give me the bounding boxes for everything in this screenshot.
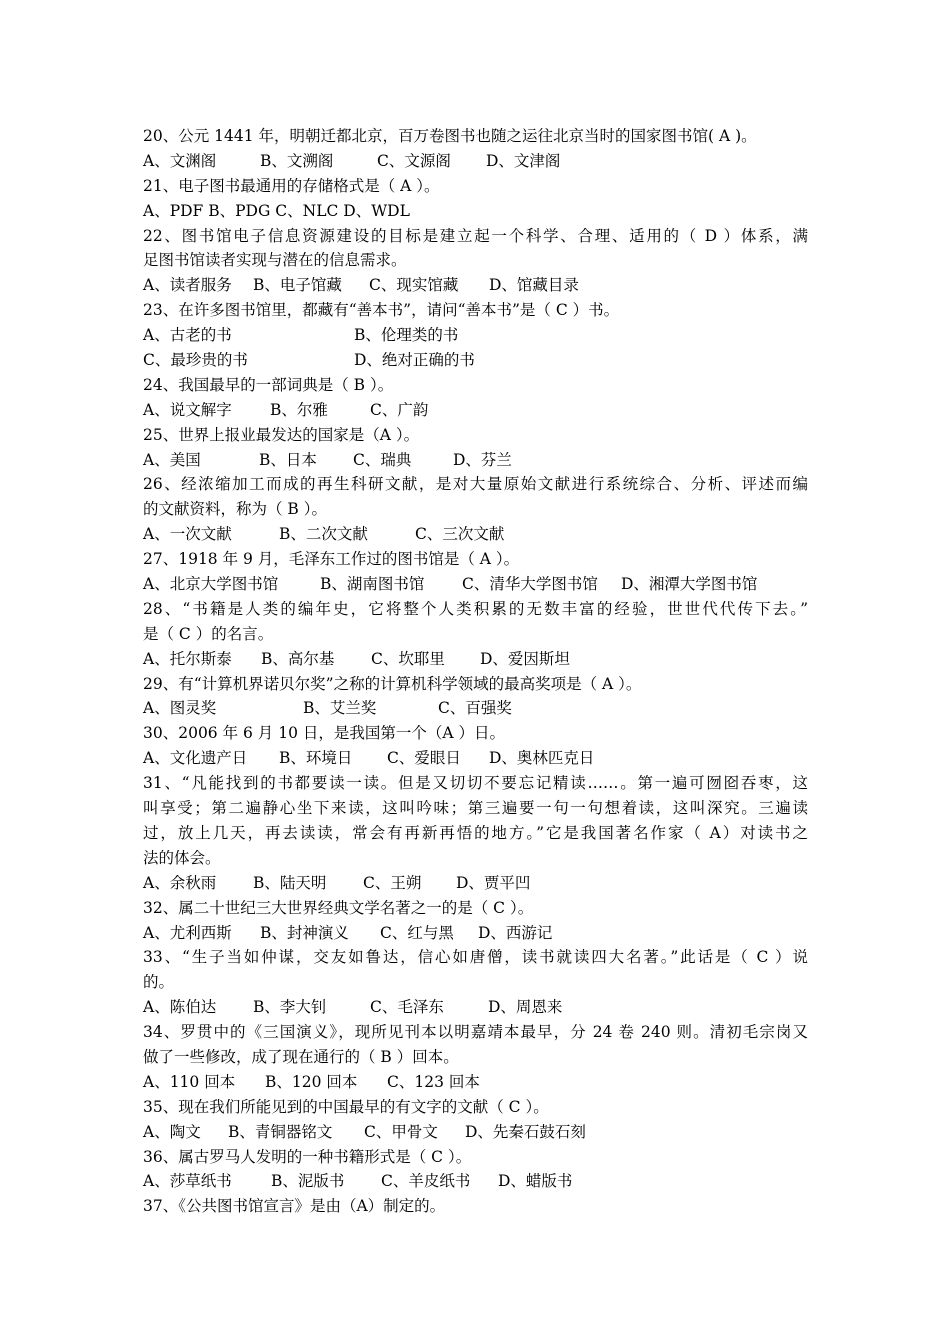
answer-options-line <box>143 348 808 373</box>
answer-options-line <box>143 696 808 721</box>
answer-option: A、110 回本 <box>143 1072 236 1091</box>
answer-options-line <box>143 647 808 672</box>
question-text-line: 24、我国最早的一部词典是（ B ）。 <box>143 375 394 394</box>
answer-options-line <box>143 921 808 946</box>
answer-option: D、奥林匹克日 <box>489 749 595 768</box>
answer-option: D、文津阁 <box>486 151 561 170</box>
answer-option: B、电子馆藏 <box>253 276 342 295</box>
answer-option: C、红与黑 <box>380 923 454 942</box>
question-text-line: 足图书馆读者实现与潜在的信息需求。 <box>143 251 407 270</box>
question-text-line: 叫享受；第二遍静心坐下来读，这叫吟味；第三遍要一句一句想着读，这叫深究。三遍读 <box>143 799 808 818</box>
answer-option: C、清华大学图书馆 <box>462 575 598 594</box>
answer-option: A、托尔斯泰 <box>143 649 232 668</box>
answer-option: A、陶文 <box>143 1122 201 1141</box>
question-text-line: 29、有“计算机界诺贝尔奖”之称的计算机科学领域的最高奖项是（ A ）。 <box>143 674 642 693</box>
question-text-line: 27、1918 年 9 月，毛泽东工作过的图书馆是（ A ）。 <box>143 550 520 569</box>
answer-options-line <box>143 522 808 547</box>
question-text-line: 的。 <box>143 973 175 992</box>
answer-options-line <box>143 995 808 1020</box>
question-text-line: 25、世界上报业最发达的国家是（A ）。 <box>143 425 420 444</box>
question-text-line: 37、《公共图书馆宣言》是由（A）制定的。 <box>143 1197 446 1216</box>
answer-options-line <box>143 149 808 174</box>
question-text-line: 23、在许多图书馆里，都藏有“善本书”，请问“善本书”是（ C ）书。 <box>143 301 620 320</box>
question-text-line: 31、“凡能找到的书都要读一读。但是又切切不要忘记精读……。第一遍可囫囵吞枣，这 <box>143 774 808 793</box>
answer-option: A、文渊阁 <box>143 151 217 170</box>
question-text-line: 做了一些修改，成了现在通行的（ B ）回本。 <box>143 1047 459 1066</box>
answer-option: A、北京大学图书馆 <box>143 575 279 594</box>
answer-options-line <box>143 1169 808 1194</box>
answer-option: C、王朔 <box>363 873 422 892</box>
answer-option: D、湘潭大学图书馆 <box>621 575 758 594</box>
answer-options-line <box>143 323 808 348</box>
answer-option: C、123 回本 <box>387 1072 480 1091</box>
answer-option: C、三次文献 <box>415 525 505 544</box>
answer-option: B、120 回本 <box>265 1072 358 1091</box>
answer-option: A、读者服务 <box>143 276 232 295</box>
answer-option: B、环境日 <box>279 749 353 768</box>
answer-option: D、周恩来 <box>488 998 563 1017</box>
answer-option: C、文源阁 <box>377 151 451 170</box>
answer-option: B、高尔基 <box>261 649 335 668</box>
question-text-line: 法的体会。 <box>143 848 221 867</box>
question-text-line: 过，放上几天，再去读读，常会有再新再悟的地方。”它是我国著名作家（ A）对读书之 <box>143 823 808 842</box>
answer-option: A、陈伯达 <box>143 998 217 1017</box>
answer-option: A、古老的书 <box>143 326 232 345</box>
answer-option: B、二次文献 <box>279 525 368 544</box>
answer-option: A、美国 <box>143 450 201 469</box>
answer-option: B、李大钊 <box>253 998 327 1017</box>
question-text-line: 20、公元 1441 年，明朝迁都北京，百万卷图书也随之运往北京当时的国家图书馆( A )。 <box>143 127 757 145</box>
question-text-line: 36、属古罗马人发明的一种书籍形式是（ C ）。 <box>143 1147 472 1166</box>
answer-option: C、百强奖 <box>438 699 512 718</box>
answer-option: B、艾兰奖 <box>303 699 377 718</box>
question-text-line: 21、电子图书最通用的存储格式是（ A ）。 <box>143 176 440 195</box>
answer-option: D、西游记 <box>478 923 553 942</box>
answer-option: A、余秋雨 <box>143 873 217 892</box>
answer-option: D、绝对正确的书 <box>354 351 475 370</box>
answer-option: D、贾平凹 <box>456 873 531 892</box>
answer-option: A、文化遗产日 <box>143 749 248 768</box>
answer-option: C、甲骨文 <box>364 1122 438 1141</box>
question-text-line: 32、属二十世纪三大世界经典文学名著之一的是（ C ）。 <box>143 898 534 917</box>
quiz-questions <box>143 124 808 1219</box>
answer-option: B、尔雅 <box>270 400 328 419</box>
answer-option: C、毛泽东 <box>370 998 444 1017</box>
answer-option: A、莎草纸书 <box>143 1172 232 1191</box>
answer-option: A、图灵奖 <box>143 699 217 718</box>
answer-option: D、芬兰 <box>453 450 512 469</box>
answer-options-line <box>143 871 808 896</box>
question-text-line: 34、罗贯中的《三国演义》，现所见刊本以明嘉靖本最早，分 24 卷 240 则。清初毛宗岗又 <box>143 1023 808 1042</box>
answer-option: A、说文解字 <box>143 400 232 419</box>
answer-option: B、封神演义 <box>260 923 349 942</box>
answer-option: B、伦理类的书 <box>354 326 459 345</box>
question-text-line: 是（ C ）的名言。 <box>143 624 274 643</box>
answer-option: B、文溯阁 <box>260 151 334 170</box>
answer-option: C、现实馆藏 <box>369 276 459 295</box>
answer-option: B、湖南图书馆 <box>320 575 425 594</box>
answer-option: C、最珍贵的书 <box>143 351 248 370</box>
answer-option: B、青铜器铭文 <box>228 1122 333 1141</box>
question-text-line: 的文献资料，称为（ B ）。 <box>143 500 327 519</box>
question-text-line: 26、经浓缩加工而成的再生科研文献，是对大量原始文献进行系统综合、分析、评述而编 <box>143 475 808 494</box>
question-text-line: A、PDF B、PDG C、NLC D、WDL <box>143 201 410 220</box>
answer-option: C、爱眼日 <box>387 749 461 768</box>
answer-option: B、陆天明 <box>253 873 327 892</box>
answer-option: D、先秦石鼓石刻 <box>465 1122 586 1141</box>
answer-options-line <box>143 1070 808 1095</box>
answer-option: D、蜡版书 <box>498 1172 573 1191</box>
answer-options-line <box>143 1120 808 1145</box>
question-text-line: 28、“书籍是人类的编年史，它将整个人类积累的无数丰富的经验，世世代代传下去。” <box>143 599 808 618</box>
answer-options-line <box>143 746 808 771</box>
question-text-line: 30、2006 年 6 月 10 日，是我国第一个（A ）日。 <box>143 724 506 743</box>
question-text-line: 33、“生子当如仲谋，交友如鲁达，信心如唐僧，读书就读四大名著。”此话是（ C ）说 <box>143 948 808 967</box>
question-text-line: 22、图书馆电子信息资源建设的目标是建立起一个科学、合理、适用的（ D ）体系，满 <box>143 226 808 245</box>
answer-options-line <box>143 398 808 423</box>
answer-options-line <box>143 273 808 298</box>
answer-option: A、尤利西斯 <box>143 923 232 942</box>
answer-option: B、泥版书 <box>271 1172 345 1191</box>
answer-option: D、爱因斯坦 <box>480 649 570 668</box>
answer-option: D、馆藏目录 <box>489 276 579 295</box>
answer-option: A、一次文献 <box>143 525 232 544</box>
answer-option: C、瑞典 <box>353 450 412 469</box>
answer-option: B、日本 <box>259 450 317 469</box>
answer-option: C、羊皮纸书 <box>381 1172 471 1191</box>
answer-options-line <box>143 448 808 473</box>
answer-option: C、广韵 <box>370 400 429 419</box>
answer-option: C、坎耶里 <box>371 649 445 668</box>
question-text-line: 35、现在我们所能见到的中国最早的有文字的文献（ C ）。 <box>143 1097 549 1116</box>
answer-options-line <box>143 572 808 597</box>
